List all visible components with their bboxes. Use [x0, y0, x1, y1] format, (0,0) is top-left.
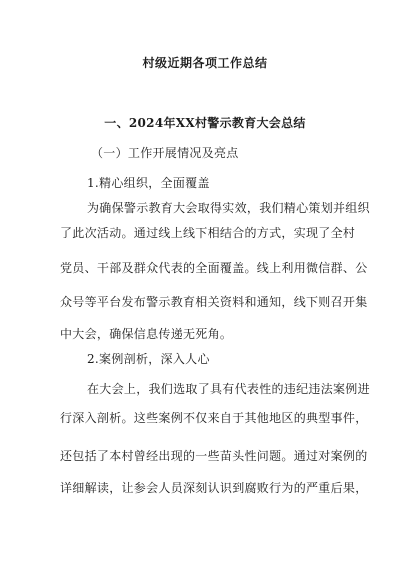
paragraph-line: 了此次活动。通过线上线下相结合的方式，实现了全村	[60, 226, 356, 240]
paragraph-line: 在大会上，我们选取了具有代表性的违纪违法案例进	[87, 382, 370, 396]
paragraph-line: 众号等平台发布警示教育相关资料和通知，线下则召开集	[60, 295, 368, 309]
paragraph-line: 详细解读，让参会人员深刻认识到腐败行为的严重后果，	[60, 481, 368, 495]
paragraph-line: 还包括了本村曾经出现的一些苗头性问题。通过对案例的	[60, 449, 368, 463]
subsection-heading: （一）工作开展情况及亮点	[91, 146, 239, 160]
item-1-heading: 1.精心组织，全面覆盖	[87, 176, 210, 190]
paragraph-line: 中大会，确保信息传递无死角。	[60, 327, 233, 341]
section-heading: 一、2024年XX村警示教育大会总结	[104, 116, 306, 130]
item-2-heading: 2.案例剖析，深入人心	[87, 352, 210, 366]
paragraph-line: 为确保警示教育大会取得实效，我们精心策划并组织	[87, 201, 370, 215]
paragraph-line: 行深入剖析。这些案例不仅来自于其他地区的典型事件，	[60, 411, 368, 425]
document-title: 村级近期各项工作总结	[142, 56, 268, 70]
paragraph-line: 党员、干部及群众代表的全面覆盖。线上利用微信群、公	[60, 261, 368, 275]
